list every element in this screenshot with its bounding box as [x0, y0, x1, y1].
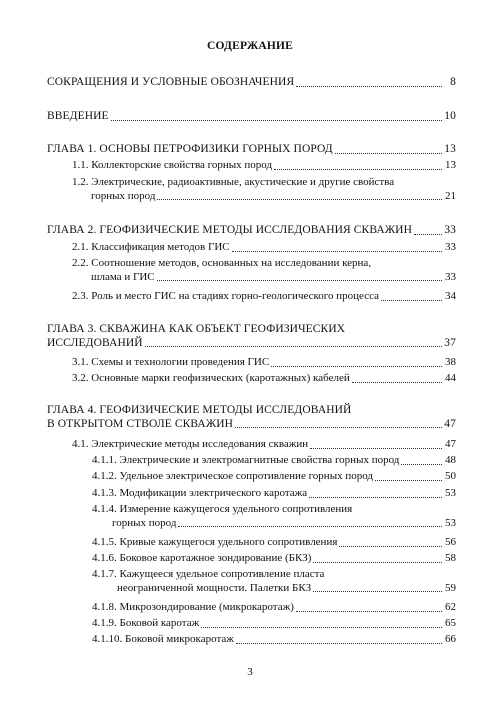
dot-leader [313, 562, 442, 563]
toc-entry-title: 4.1. Электрические методы исследования скважин [72, 438, 309, 450]
toc-entry-line [92, 552, 456, 566]
dot-leader [271, 366, 442, 367]
toc-entry-page: 50 [445, 470, 456, 482]
toc-entry [72, 438, 456, 452]
toc-entry-title: 2.2. Соотношение методов, основанных на исследовании керна, [72, 257, 372, 269]
toc-entry-line [92, 601, 456, 615]
toc-entry-page: 53 [445, 516, 456, 529]
dot-leader [296, 86, 442, 87]
toc-entry [47, 224, 456, 238]
toc-entry [47, 110, 456, 124]
toc-entry-line [47, 224, 456, 238]
toc-entry-title: ВВЕДЕНИЕ [47, 110, 109, 122]
toc-entry-title: 2.3. Роль и место ГИС на стадиях горно-геологического процесса [72, 290, 379, 302]
toc-entry-line [47, 404, 456, 418]
toc-entry-page: 44 [445, 372, 456, 384]
toc-entry [72, 176, 456, 203]
toc-entry [92, 487, 456, 501]
dot-leader [274, 169, 442, 170]
toc-entry-page: 13 [444, 143, 456, 155]
toc-entry-title: 4.1.1. Электрические и электромагнитные свойства горных пород [92, 454, 400, 466]
toc-entry-title: В ОТКРЫТОМ СТВОЛЕ СКВАЖИН [47, 417, 234, 430]
toc-entry-line [92, 633, 456, 647]
toc-entry-title: ГЛАВА 3. СКВАЖИНА КАК ОБЪЕКТ ГЕОФИЗИЧЕСКИХ [47, 323, 346, 335]
toc-entry-page: 47 [444, 417, 456, 430]
toc-entry-title: 4.1.3. Модификации электрического каротажа [92, 487, 308, 499]
dot-leader [352, 382, 442, 383]
toc-entry [72, 159, 456, 173]
toc-entry-line [47, 143, 456, 157]
toc-entry-page: 10 [444, 110, 456, 122]
toc-entry [92, 633, 456, 647]
toc-entry [72, 241, 456, 255]
toc-entry-line [92, 470, 456, 484]
toc-entry [72, 257, 456, 284]
toc-entry-page: 13 [445, 159, 456, 171]
toc-entry-page: 33 [445, 270, 456, 283]
toc-entry-title: 4.1.6. Боковое каротажное зондирование (БКЗ) [92, 552, 312, 564]
dot-leader [310, 448, 442, 449]
toc-entry-line [47, 337, 456, 351]
toc-entry-line [92, 582, 456, 596]
dot-leader [157, 280, 442, 281]
toc-entry-page: 53 [445, 487, 456, 499]
toc-entry-line [72, 290, 456, 304]
toc-entry [47, 323, 456, 350]
toc-entry-line [72, 190, 456, 204]
toc-entry-page: 62 [445, 601, 456, 613]
toc-entry [92, 503, 456, 530]
toc-entry-page: 37 [444, 336, 456, 349]
toc-entry-line [92, 617, 456, 631]
dot-leader [178, 526, 442, 527]
toc-entry-title: СОКРАЩЕНИЯ И УСЛОВНЫЕ ОБОЗНАЧЕНИЯ [47, 76, 295, 88]
toc-entry-title: 2.1. Классификация методов ГИС [72, 241, 230, 253]
dot-leader [232, 251, 442, 252]
toc-entry-page: 56 [445, 536, 456, 548]
toc-entry-title: ИССЛЕДОВАНИЙ [47, 336, 143, 349]
toc-entry-title: ГЛАВА 2. ГЕОФИЗИЧЕСКИЕ МЕТОДЫ ИССЛЕДОВАНИЯ СКВАЖИН [47, 224, 412, 236]
toc-entry-line [92, 503, 456, 517]
toc-entry-title: 4.1.5. Кривые кажущегося удельного сопротивления [92, 536, 338, 548]
toc-entry-page: 65 [445, 617, 456, 629]
toc-entry-line [92, 517, 456, 531]
toc-entry-line [72, 271, 456, 285]
toc-entry-title: 3.1. Схемы и технологии проведения ГИС [72, 356, 270, 368]
toc-entry [92, 536, 456, 550]
dot-leader [309, 497, 442, 498]
dot-leader [335, 153, 442, 154]
toc-entry [92, 601, 456, 615]
toc-entry-line [72, 241, 456, 255]
toc-entry [92, 568, 456, 595]
dot-leader [235, 427, 442, 428]
toc-entry-line [92, 487, 456, 501]
dot-leader [339, 546, 442, 547]
toc-entry-title: 4.1.10. Боковой микрокаротаж [92, 633, 234, 645]
toc-entry-line [47, 76, 456, 90]
toc-entry-page: 21 [445, 189, 456, 202]
toc-entry-title: 4.1.7. Кажущееся удельное сопротивление пласта [92, 568, 325, 580]
toc-entry [92, 454, 456, 468]
toc-entry [92, 617, 456, 631]
toc-entry-line [72, 159, 456, 173]
toc-entry-page: 47 [445, 438, 456, 450]
toc-entry [92, 470, 456, 484]
dot-leader [414, 234, 442, 235]
toc-entry-page: 34 [445, 290, 456, 302]
toc-entry-title: неограниченной мощности. Палетки БКЗ [117, 581, 312, 594]
toc-entry-title: 4.1.9. Боковой каротаж [92, 617, 200, 629]
toc-entry-title: ГЛАВА 4. ГЕОФИЗИЧЕСКИЕ МЕТОДЫ ИССЛЕДОВАНИЙ [47, 404, 352, 416]
toc-entry-line [72, 257, 456, 271]
toc-entry-line [72, 438, 456, 452]
dot-leader [296, 611, 442, 612]
toc-entry [72, 372, 456, 386]
toc-entry-line [72, 356, 456, 370]
toc-entry-title: 3.2. Основные марки геофизических (каротажных) кабелей [72, 372, 350, 384]
toc-entry-title: шлама и ГИС [91, 270, 155, 283]
toc-entry-page: 8 [450, 76, 456, 88]
toc-entry-title: 4.1.8. Микрозондирование (микрокаротаж) [92, 601, 294, 613]
toc-entry-page: 48 [445, 454, 456, 466]
toc-entry-page: 66 [445, 633, 456, 645]
toc-entry-title: 1.2. Электрические, радиоактивные, акустические и другие свойства [72, 176, 395, 188]
toc-entry-page: 58 [445, 552, 456, 564]
dot-leader [157, 199, 442, 200]
toc-entry-page: 33 [445, 241, 456, 253]
toc-entry-title: 1.1. Коллекторские свойства горных пород [72, 159, 273, 171]
toc-entry-page: 38 [445, 356, 456, 368]
dot-leader [313, 591, 442, 592]
dot-leader [201, 627, 442, 628]
toc-entry-line [92, 568, 456, 582]
toc-entry-line [47, 323, 456, 337]
toc-entry-line [72, 372, 456, 386]
toc-entry-page: 59 [445, 581, 456, 594]
dot-leader [111, 120, 442, 121]
dot-leader [375, 480, 442, 481]
toc-entry-title: горных пород [112, 516, 177, 529]
toc-entry-line [47, 110, 456, 124]
toc-entry [72, 356, 456, 370]
toc-entry [47, 143, 456, 157]
dot-leader [236, 643, 442, 644]
toc-entry-title: 4.1.4. Измерение кажущегося удельного сопротивления [92, 503, 353, 515]
toc-entry-line [92, 536, 456, 550]
dot-leader [401, 464, 442, 465]
toc-entry-line [92, 454, 456, 468]
toc-entry [72, 290, 456, 304]
toc-entry [47, 404, 456, 431]
page-title: СОДЕРЖАНИЕ [206, 40, 294, 52]
toc-entry-title: горных пород [91, 189, 156, 202]
toc-entry [92, 552, 456, 566]
toc-entry [47, 76, 456, 90]
dot-leader [145, 346, 442, 347]
toc-entry-title: ГЛАВА 1. ОСНОВЫ ПЕТРОФИЗИКИ ГОРНЫХ ПОРОД [47, 143, 333, 155]
dot-leader [381, 300, 442, 301]
toc-entry-line [72, 176, 456, 190]
toc-entry-title: 4.1.2. Удельное электрическое сопротивление горных пород [92, 470, 374, 482]
toc-entry-line [47, 418, 456, 432]
toc-entry-page: 33 [444, 224, 456, 236]
page-number: 3 [247, 666, 253, 678]
